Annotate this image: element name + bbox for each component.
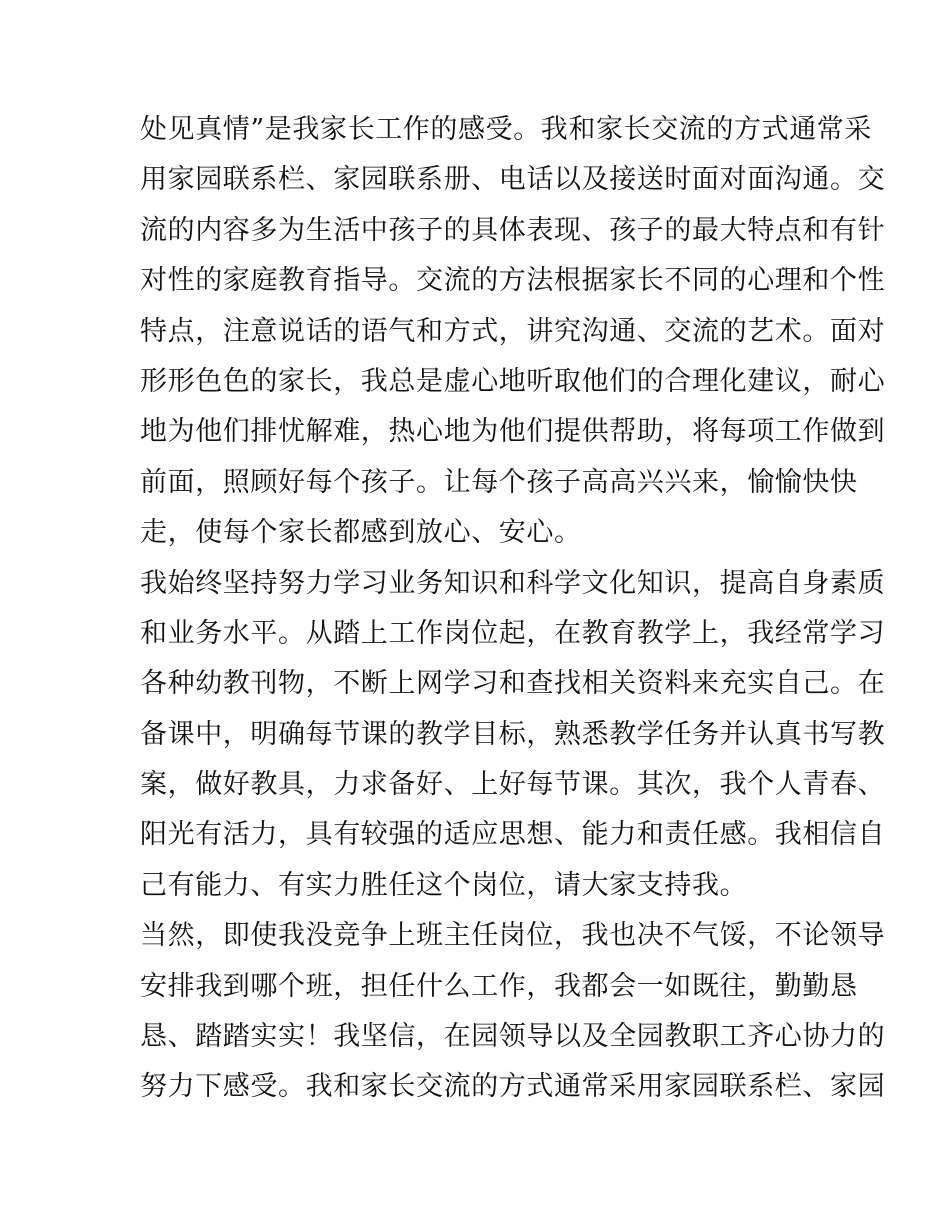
text-line: 走，使每个家长都感到放心、安心。 <box>140 517 582 549</box>
text-line: 备课中，明确每节课的教学目标，熟悉教学任务并认真书写教 <box>140 718 886 750</box>
text-line: 案，做好教具，力求备好、上好每节课。其次，我个人青春、 <box>140 769 886 801</box>
document-body <box>140 105 886 1113</box>
text-line: 前面，照顾好每个孩子。让每个孩子高高兴兴来，愉愉快快 <box>140 466 858 498</box>
paragraph-commitment <box>140 911 886 1113</box>
text-line: 特点，注意说话的语气和方式，讲究沟通、交流的艺术。面对 <box>140 315 886 347</box>
text-line: 当然，即使我没竞争上班主任岗位，我也决不气馁，不论领导 <box>140 920 886 952</box>
text-line: 地为他们排忧解难，热心地为他们提供帮助，将每项工作做到 <box>140 416 886 448</box>
text-line: 形形色色的家长，我总是虚心地听取他们的合理化建议，耐心 <box>140 365 886 397</box>
text-line: 己有能力、有实力胜任这个岗位，请大家支持我。 <box>140 869 748 901</box>
text-line: 恳、踏踏实实！我坚信，在园领导以及全园教职工齐心协力的 <box>140 1021 886 1053</box>
text-line: 处见真情”是我家长工作的感受。我和家长交流的方式通常采 <box>140 114 873 145</box>
paragraph-professional-study <box>140 559 886 912</box>
text-line: 安排我到哪个班，担任什么工作，我都会一如既往，勤勤恳 <box>140 970 858 1002</box>
text-line: 各种幼教刊物，不断上网学习和查找相关资料来充实自己。在 <box>140 668 886 700</box>
text-line: 阳光有活力，具有较强的适应思想、能力和责任感。我相信自 <box>140 819 886 851</box>
text-line: 我始终坚持努力学习业务知识和科学文化知识，提高自身素质 <box>140 567 886 599</box>
text-line: 努力下感受。我和家长交流的方式通常采用家园联系栏、家园 <box>140 1071 886 1103</box>
text-line: 和业务水平。从踏上工作岗位起，在教育教学上，我经常学习 <box>140 617 886 649</box>
paragraph-parent-communication <box>140 105 886 559</box>
text-line: 对性的家庭教育指导。交流的方法根据家长不同的心理和个性 <box>140 265 886 297</box>
text-line: 流的内容多为生活中孩子的具体表现、孩子的最大特点和有针 <box>140 214 886 246</box>
text-line: 用家园联系栏、家园联系册、电话以及接送时面对面沟通。交 <box>140 164 886 196</box>
